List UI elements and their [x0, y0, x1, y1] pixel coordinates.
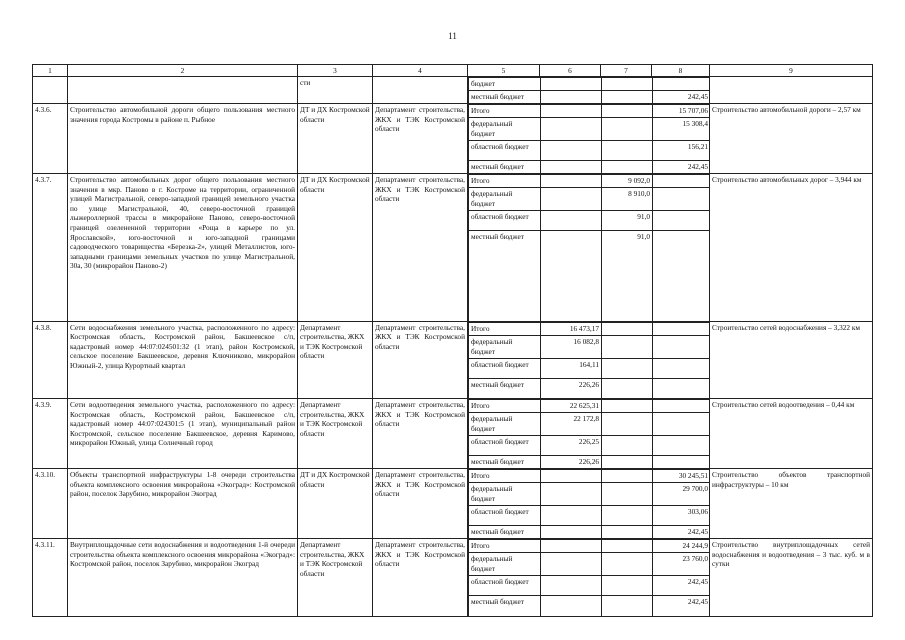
fin-value-col8: [653, 211, 710, 231]
fin-value-col8: [653, 188, 710, 211]
row-number: 4.3.7.: [33, 174, 68, 322]
fin-label: областной бюджет: [469, 506, 541, 526]
fin-value-col6: [541, 526, 602, 539]
row-responsible: Департамент строительства, ЖКХ и ТЭК Костромской области: [373, 104, 468, 174]
financing-row: [469, 400, 710, 413]
table-row: [33, 469, 873, 539]
fin-value-col8: [653, 400, 710, 413]
financing-table: [468, 77, 710, 103]
fin-value-col8: 23 760,0: [653, 553, 710, 576]
financing-row: [469, 141, 710, 161]
fin-value-col8: [653, 378, 710, 398]
table-row: [33, 399, 873, 469]
financing-cell: [468, 104, 710, 174]
row-description: Сети водоснабжения земельного участка, расположенного по адресу: Костромская область, Костромской район, Бакшеевское с/п, кадастровый номер 44:07:024501:32 (1 этап), район Костромской, сельское поселение Бакшеевское, деревня Ключниково, микрорайон Южный-2, улица Курортный квартал: [68, 321, 298, 399]
row-description: Внутриплощадочные сети водоснабжения и водоотведения 1-й очереди строительства объекта комплексного освоения микрорайона «Экоград»: Костромской район, поселок Зарубино, микрорайон Экоград: [68, 539, 298, 617]
financing-row: [469, 456, 710, 469]
row-responsible: Департамент строительства, ЖКХ и ТЭК Костромской области: [373, 321, 468, 399]
row-result: Строительство сетей водоотведения – 0,44 км: [710, 399, 873, 469]
column-header: 5: [468, 65, 540, 77]
fin-label: Итого: [469, 105, 541, 118]
fin-value-col6: 16 473,17: [541, 322, 602, 335]
fin-value-col7: [602, 118, 653, 141]
fin-value-col7: [602, 322, 653, 335]
financing-row: [469, 118, 710, 141]
fin-label: областной бюджет: [469, 211, 541, 231]
financing-row: [469, 553, 710, 576]
fin-value-col6: [541, 540, 602, 553]
row-executor: ДТ и ДХ Костромской области: [298, 469, 373, 539]
fin-value-col7: [602, 413, 653, 436]
row-executor: ДТ и ДХ Костромской области: [298, 104, 373, 174]
fin-value-col7: [602, 358, 653, 378]
fin-value-col7: [602, 161, 653, 174]
row-description: Строительство автомобильной дороги общего пользования местного значения города Костромы в районе п. Рыбное: [68, 104, 298, 174]
fin-label: федеральный бюджет: [469, 118, 541, 141]
financing-row: [469, 188, 710, 211]
table-body: [33, 77, 873, 617]
fin-label: местный бюджет: [469, 91, 541, 104]
financing-row: [469, 540, 710, 553]
row-executor: Департамент строительства, ЖКХ и ТЭК Костромской области: [298, 399, 373, 469]
financing-cell: [468, 174, 710, 322]
row-result: Строительство сетей водоснабжения – 3,322 км: [710, 321, 873, 399]
column-header: 7: [601, 65, 652, 77]
row-responsible: Департамент строительства, ЖКХ и ТЭК Костромской области: [373, 399, 468, 469]
fin-value-col6: [541, 596, 602, 616]
fin-value-col6: [541, 141, 602, 161]
row-description: Строительство автомобильных дорог общего пользования местного значения в мкр. Паново в г. Костроме на территории, ограниченной улицей Магистральной, северо-западной границей земельного участка по улице Магистральной, 40, северо-восточной границей лыжероллерной трассы в микрорайоне Паново, северо-восточной границей озелененной территории «Роща в карьере по ул. Ярославской», юго-восточной и юго-западной границами садоводческого товарищества «Березка-2», улицей Металлистов, юго-западными границами земельных участков по улице Магистральной, 30а, 30 (микрорайон Паново-2): [68, 174, 298, 322]
fin-value-col6: [541, 506, 602, 526]
financing-row: [469, 161, 710, 174]
fin-value-col7: [602, 506, 653, 526]
fin-value-col6: [541, 553, 602, 576]
fin-value-col8: 29 700,0: [653, 483, 710, 506]
financing-table: [468, 469, 710, 538]
financing-row: [469, 358, 710, 378]
financing-table: [468, 539, 710, 616]
row-executor: сти: [298, 77, 373, 104]
row-description: Сети водоотведения земельного участка, расположенного по адресу: Костромская область, Костромской район, Бакшеевское с/п, кадастровый номер 44:07:024301:5 (1 этап), муниципальный район Костромской, сельское поселение Бакшеевское, деревня Каримово, микрорайон Южный, улица Солнечный город: [68, 399, 298, 469]
table-row: [33, 104, 873, 174]
fin-value-col8: 15 707,06: [653, 105, 710, 118]
column-header: 6: [540, 65, 601, 77]
fin-value-col8: [653, 78, 710, 91]
row-responsible: Департамент строительства, ЖКХ и ТЭК Костромской области: [373, 174, 468, 322]
column-header: 4: [373, 65, 468, 77]
financing-row: [469, 211, 710, 231]
fin-label: местный бюджет: [469, 526, 541, 539]
fin-value-col7: [602, 91, 653, 104]
fin-label: областной бюджет: [469, 576, 541, 596]
fin-value-col6: 22 172,8: [541, 413, 602, 436]
financing-row: [469, 506, 710, 526]
fin-value-col7: [602, 483, 653, 506]
fin-value-col7: [602, 436, 653, 456]
row-result: Строительство объектов транспортной инфраструктуры – 10 км: [710, 469, 873, 539]
column-header: 8: [652, 65, 710, 77]
financing-row: [469, 436, 710, 456]
fin-value-col8: 242,45: [653, 526, 710, 539]
fin-value-col6: [541, 91, 602, 104]
fin-value-col6: 226,26: [541, 378, 602, 398]
financing-row: [469, 91, 710, 104]
fin-value-col6: [541, 470, 602, 483]
fin-value-col6: 22 625,31: [541, 400, 602, 413]
fin-value-col6: [541, 105, 602, 118]
financing-cell: [468, 321, 710, 399]
fin-label: федеральный бюджет: [469, 188, 541, 211]
continuation-row: [33, 77, 873, 104]
financing-cell: [468, 469, 710, 539]
header-row: [33, 65, 873, 77]
page-number: 11: [448, 31, 457, 41]
fin-value-col7: [602, 141, 653, 161]
financing-row: [469, 526, 710, 539]
fin-value-col8: 242,45: [653, 91, 710, 104]
row-result: [710, 77, 873, 104]
fin-value-col8: [653, 322, 710, 335]
fin-value-col7: [602, 540, 653, 553]
financing-row: [469, 78, 710, 91]
row-executor: Департамент строительства, ЖКХ и ТЭК Костромской области: [298, 321, 373, 399]
fin-value-col6: [541, 576, 602, 596]
fin-value-col6: 16 082,8: [541, 335, 602, 358]
row-responsible: Департамент строительства, ЖКХ и ТЭК Костромской области: [373, 539, 468, 617]
fin-label: Итого: [469, 175, 541, 188]
fin-value-col8: [653, 231, 710, 321]
column-header: 2: [68, 65, 298, 77]
financing-row: [469, 378, 710, 398]
fin-label: Итого: [469, 470, 541, 483]
fin-value-col7: 91,0: [602, 231, 653, 321]
fin-label: федеральный бюджет: [469, 483, 541, 506]
fin-value-col7: [602, 456, 653, 469]
fin-label: федеральный бюджет: [469, 413, 541, 436]
fin-label: местный бюджет: [469, 161, 541, 174]
fin-value-col8: 156,21: [653, 141, 710, 161]
fin-value-col8: [653, 456, 710, 469]
row-description: [68, 77, 298, 104]
fin-value-col7: 8 910,0: [602, 188, 653, 211]
fin-value-col8: 15 308,4: [653, 118, 710, 141]
fin-value-col6: [541, 483, 602, 506]
fin-value-col7: [602, 378, 653, 398]
fin-value-col6: 226,25: [541, 436, 602, 456]
fin-value-col8: [653, 335, 710, 358]
financing-row: [469, 335, 710, 358]
fin-value-col6: [541, 231, 602, 321]
row-result: Строительство внутриплощадочных сетей водоснабжения и водоотведения – 3 тыс. куб. м в сутки: [710, 539, 873, 617]
fin-value-col7: 91,0: [602, 211, 653, 231]
fin-label: областной бюджет: [469, 436, 541, 456]
fin-value-col8: [653, 175, 710, 188]
fin-value-col6: [541, 211, 602, 231]
row-result: Строительство автомобильной дороги – 2,57 км: [710, 104, 873, 174]
program-table: [32, 64, 873, 617]
financing-table: [468, 104, 710, 173]
financing-row: [469, 483, 710, 506]
row-description: Объекты транспортной инфраструктуры 1-8 очереди строительства объекта комплексного освоения микрорайона «Экоград»: Костромской район, поселок Зарубино, микрорайон Экоград: [68, 469, 298, 539]
fin-value-col7: [602, 105, 653, 118]
fin-label: бюджет: [469, 78, 541, 91]
row-result: Строительство автомобильных дорог – 3,944 км: [710, 174, 873, 322]
row-executor: ДТ и ДХ Костромской области: [298, 174, 373, 322]
row-executor: Департамент строительства, ЖКХ и ТЭК Костромской области: [298, 539, 373, 617]
financing-table: [468, 322, 710, 399]
table-row: [33, 539, 873, 617]
fin-value-col8: 24 244,9: [653, 540, 710, 553]
fin-value-col8: [653, 436, 710, 456]
financing-row: [469, 175, 710, 188]
fin-value-col7: [602, 576, 653, 596]
financing-table: [468, 174, 710, 321]
table-row: [33, 174, 873, 322]
fin-label: областной бюджет: [469, 358, 541, 378]
financing-row: [469, 231, 710, 321]
row-number: 4.3.9.: [33, 399, 68, 469]
row-responsible: [373, 77, 468, 104]
fin-value-col7: [602, 596, 653, 616]
financing-row: [469, 470, 710, 483]
column-header: 3: [298, 65, 373, 77]
fin-label: Итого: [469, 540, 541, 553]
row-number: 4.3.6.: [33, 104, 68, 174]
row-number: 4.3.8.: [33, 321, 68, 399]
row-number: 4.3.10.: [33, 469, 68, 539]
table-row: [33, 321, 873, 399]
fin-value-col8: 30 245,51: [653, 470, 710, 483]
financing-row: [469, 576, 710, 596]
fin-value-col8: 242,45: [653, 596, 710, 616]
fin-value-col6: [541, 161, 602, 174]
fin-value-col6: 226,26: [541, 456, 602, 469]
financing-row: [469, 322, 710, 335]
fin-value-col6: [541, 78, 602, 91]
column-header: 1: [33, 65, 68, 77]
fin-value-col7: [602, 526, 653, 539]
financing-cell: [468, 399, 710, 469]
fin-value-col8: 303,06: [653, 506, 710, 526]
fin-label: местный бюджет: [469, 456, 541, 469]
fin-label: Итого: [469, 400, 541, 413]
fin-label: федеральный бюджет: [469, 553, 541, 576]
row-number: [33, 77, 68, 104]
fin-value-col7: [602, 78, 653, 91]
column-header: 9: [710, 65, 873, 77]
financing-row: [469, 105, 710, 118]
fin-value-col7: [602, 400, 653, 413]
fin-value-col8: 242,45: [653, 576, 710, 596]
fin-value-col8: [653, 358, 710, 378]
financing-cell: [468, 539, 710, 617]
fin-label: местный бюджет: [469, 231, 541, 321]
fin-label: федеральный бюджет: [469, 335, 541, 358]
fin-value-col6: 164,11: [541, 358, 602, 378]
fin-value-col6: [541, 188, 602, 211]
financing-row: [469, 596, 710, 616]
fin-value-col7: [602, 553, 653, 576]
fin-value-col6: [541, 118, 602, 141]
fin-value-col7: [602, 470, 653, 483]
financing-row: [469, 413, 710, 436]
fin-label: местный бюджет: [469, 596, 541, 616]
fin-label: Итого: [469, 322, 541, 335]
row-number: 4.3.11.: [33, 539, 68, 617]
fin-label: областной бюджет: [469, 141, 541, 161]
financing-table: [468, 399, 710, 468]
fin-value-col6: [541, 175, 602, 188]
financing-cell: [468, 77, 710, 104]
fin-value-col8: [653, 413, 710, 436]
row-responsible: Департамент строительства, ЖКХ и ТЭК Костромской области: [373, 469, 468, 539]
fin-value-col8: 242,45: [653, 161, 710, 174]
fin-value-col7: [602, 335, 653, 358]
fin-value-col7: 9 092,0: [602, 175, 653, 188]
fin-label: местный бюджет: [469, 378, 541, 398]
